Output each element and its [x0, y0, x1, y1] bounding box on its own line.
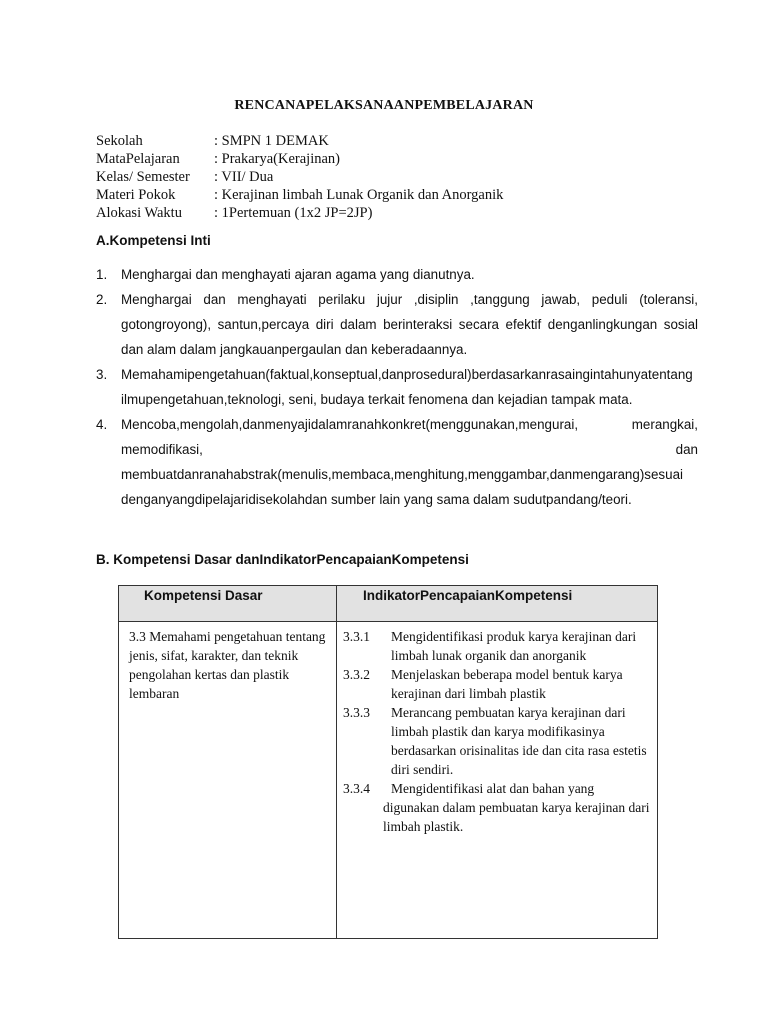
info-value: : VII/ Dua	[214, 169, 274, 185]
indicator-code: 3.3.2	[343, 667, 370, 682]
list-item	[96, 362, 698, 412]
table-header-row	[119, 586, 658, 622]
info-row-materi-pokok	[96, 186, 656, 204]
info-value: : Prakarya(Kerajinan)	[214, 151, 341, 167]
indicator-item	[343, 779, 657, 836]
table-row	[119, 622, 658, 939]
section-b-heading: B. Kompetensi Dasar danIndikatorPencapaianKompetensi	[96, 552, 469, 567]
indicator-item	[343, 627, 657, 665]
indicator-cell	[337, 622, 658, 939]
list-number: 1.	[96, 267, 108, 282]
indicator-text: Merancang pembuatan karya kerajinan dari limbah plastik dan karya modifikasinya berdasarkan orisinalitas ide dan cita rasa estetis diri sendiri.	[391, 705, 647, 777]
indicator-text: Mengidentifikasi alat dan bahan yang	[391, 781, 595, 796]
kd-cell: 3.3 Memahami pengetahuan tentang jenis, sifat, karakter, dan teknik pengolahan kertas dan plastik lembaran	[119, 622, 337, 939]
info-row-alokasi-waktu	[96, 204, 656, 222]
list-number: 3.	[96, 367, 108, 382]
list-item	[96, 287, 698, 362]
info-row-kelas-semester	[96, 168, 656, 186]
list-text: Menghargai dan menghayati ajaran agama yang dianutnya.	[121, 267, 475, 282]
info-value: : 1Pertemuan (1x2 JP=2JP)	[214, 205, 373, 221]
kompetensi-inti-list	[96, 262, 698, 512]
indicator-code: 3.3.3	[343, 705, 370, 720]
info-label: Sekolah	[96, 133, 143, 149]
list-text: Mencoba,mengolah,danmenyajidalamranahkonkret(menggunakan,mengurai, merangkai, memodifikasi, dan membuatdanranahabstrak(menulis,membaca,menghitung,menggambar,danmengarang)sesuai denganyangdipelajaridisekolahdan sumber lain yang sama dalam sudutpandang/teori.	[121, 417, 698, 507]
list-number: 4.	[96, 417, 108, 432]
list-item	[96, 412, 698, 512]
col-header-indikator: IndikatorPencapaianKompetensi	[337, 586, 658, 622]
list-number: 2.	[96, 292, 108, 307]
identity-block	[96, 132, 656, 222]
indicator-item	[343, 665, 657, 703]
list-text: Menghargai dan menghayati perilaku jujur ,disiplin ,tanggung jawab, peduli (toleransi, gotongroyong), santun,percaya diri dalam berinteraksi secara efektif denganlingkungan sosial dan alam dalam jangkauanpergaulan dan keberadaannya.	[121, 292, 698, 357]
info-row-mata-pelajaran	[96, 150, 656, 168]
info-label: Materi Pokok	[96, 187, 176, 203]
col-header-kompetensi-dasar: Kompetensi Dasar	[119, 586, 337, 622]
indicator-code: 3.3.4	[343, 781, 370, 796]
indicator-code: 3.3.1	[343, 629, 370, 644]
section-a-heading: A.Kompetensi Inti	[96, 233, 211, 248]
indicator-text-continued: digunakan dalam pembuatan karya kerajinan dari limbah plastik.	[383, 800, 650, 834]
info-row-sekolah	[96, 132, 656, 150]
indicator-text: Mengidentifikasi produk karya kerajinan dari limbah lunak organik dan anorganik	[391, 629, 637, 663]
info-label: Kelas/ Semester	[96, 169, 190, 185]
info-value: : SMPN 1 DEMAK	[214, 133, 329, 149]
info-value: : Kerajinan limbah Lunak Organik dan Anorganik	[214, 187, 504, 203]
list-item	[96, 262, 698, 287]
kd-indicator-table	[118, 585, 658, 939]
indicator-text: Menjelaskan beberapa model bentuk karya kerajinan dari limbah plastik	[391, 667, 623, 701]
page-title: RENCANAPELAKSANAANPEMBELAJARAN	[234, 98, 534, 113]
indicator-text-block	[383, 779, 657, 836]
indicator-item	[343, 703, 657, 779]
info-label: MataPelajaran	[96, 151, 180, 167]
list-text: Memahamipengetahuan(faktual,konseptual,danprosedural)berdasarkanrasaingintahunyatentang ilmupengetahuan,teknologi, seni, budaya terkait fenomena dan kejadian tampak mata.	[121, 367, 693, 407]
info-label: Alokasi Waktu	[96, 205, 182, 221]
